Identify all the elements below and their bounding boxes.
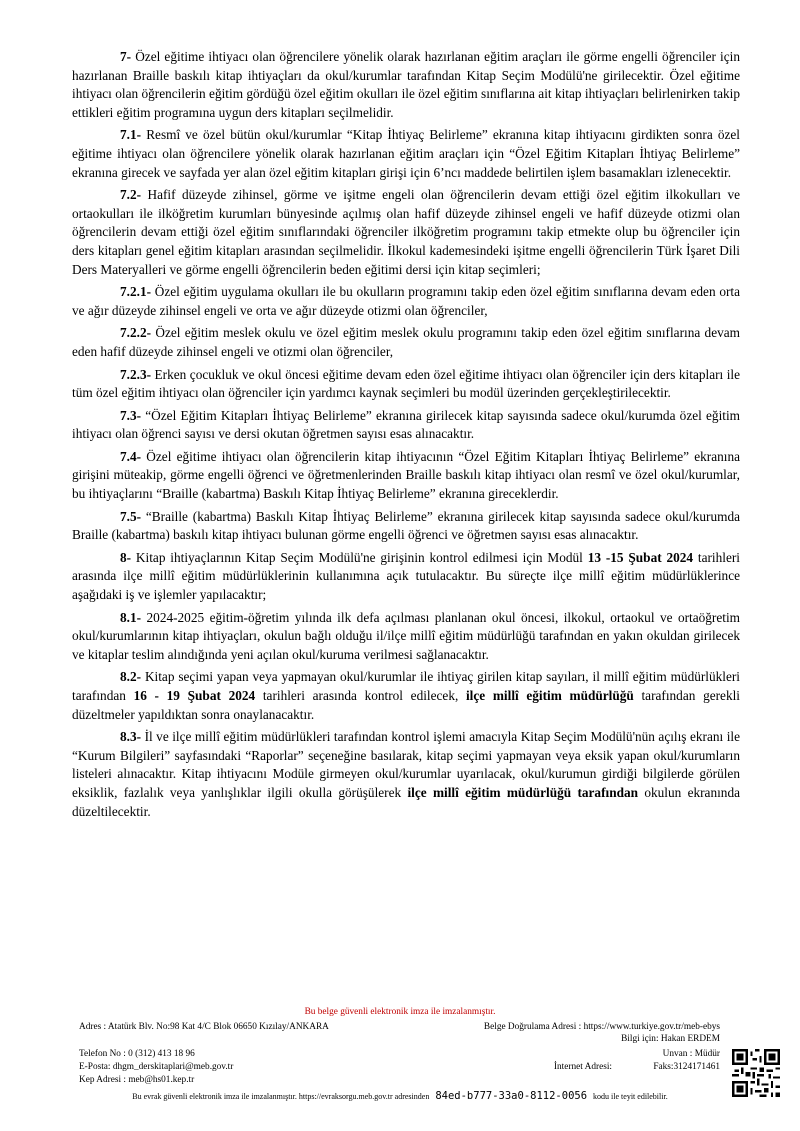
item-number: 7.2.3- [120, 366, 152, 382]
paragraph-8-2 [72, 668, 740, 724]
paragraph-text: tarihleri arasında kontrol edilecek, [255, 688, 466, 703]
item-number: 8.1- [120, 609, 142, 625]
paragraph-text: Özel eğitim meslek okulu ve özel eğitim meslek okulu programını takip eden özel eğitim sınıflarına devam eden hafif düzeyde zihinsel engeli ve otizmi olan öğrenciler, [72, 325, 741, 359]
verification-code: 84ed-b777-33a0-8112-0056 [435, 1090, 588, 1102]
paragraph-7-1 [72, 126, 740, 182]
e-signature-notice: Bu belge güvenli elektronik imza ile imzalanmıştır. [304, 1007, 496, 1017]
paragraph-text: tarihleri arasında ilçe millî eğitim müdürlüklerinin kullanımına açık tutulacaktır. Bu süreçte ilçe millî eğitim müdürlüklerince aşağıdaki iş ve işlemler yapılacaktır; [72, 549, 740, 603]
paragraph-text: İl ve ilçe millî eğitim müdürlükleri tarafından kontrol işlemi amacıyla Kitap Seçim Modülü'nün açılış ekranı ile “Kurum Bilgileri” sayfasındaki “Raporlar” seçeneğine basılarak, kitap seçimi yapmayan veya eksik yapan okul/kurumların listeleri alınacaktır. Kitap ihtiyacını Modüle girmeyen okul/kurumlar uyarılacak, okul/kurumun girdiği bilgilerde görülen eksiklik, fazlalık veya yanlışlıklar ilgili okulla görüşülerek [72, 729, 740, 800]
paragraph-text: 2024-2025 eğitim-öğretim yılında ilk defa açılması planlanan okul öncesi, ilkokul, ortaokul ve ortaöğretim okul/kurumlarının kitap ihtiyaçları, okulun bağlı olduğu il/ilçe millî eğitim müdürlüğü tarafından en yakın okuldan girilecek ve kitaplar teslim alındığında yeni açılan okul/kuruma verilmesi sağlanacaktır. [72, 609, 740, 662]
footer-kep: Kep Adresi : meb@hs01.kep.tr [79, 1075, 195, 1085]
paragraph-text: Özel eğitime ihtiyacı olan öğrencilere yönelik olarak hazırlanan eğitim araçları ile görme engelli öğrenciler için hazırlanan Braille baskılı kitap ihtiyaçları da okul/kurumlar tarafından Kitap Seçim Modülü'ne girilecektir. Özel eğitime ihtiyacı olan öğrencilerin eğitim gördüğü özel eğitim okulları ile özel eğitim sınıflarına ait kitap ihtiyaçları belirlenirken takip ettikleri eğitim programına uygun ders kitapları seçilmelidir. [72, 49, 740, 120]
paragraph-text: “Braille (kabartma) Baskılı Kitap İhtiyaç Belirleme” ekranına girilecek kitap sayısında sadece okul/kurumda Braille (kabartma) baskılı kitap ihtiyacı bulunan görme engelli öğrenci ve öğretmen sayısı esas alınacaktır. [72, 508, 740, 543]
footer-info: Bilgi için: Hakan ERDEM [621, 1034, 720, 1044]
paragraph-7-2-1 [72, 283, 740, 320]
paragraph-7-2-3 [72, 366, 740, 403]
item-number: 7.3- [120, 407, 142, 423]
item-number: 7.4- [120, 448, 142, 464]
paragraph-text: Özel eğitime ihtiyacı olan öğrencilerin kitap ihtiyacının “Özel Eğitim Kitapları İhtiyaç Belirleme” ekranına girişini müteakip, görme engelli öğrenci ve öğretmenlerinden Braille baskılı kitap ihtiyacı olan resmî ve özel okul/kurumlar, bu ihtiyaçlarını “Braille (kabartma) Baskılı Kitap İhtiyaç Belirleme” ekranına gireceklerdir. [72, 448, 740, 502]
paragraph-text: Kitap ihtiyaçlarının Kitap Seçim Modülü'ne girişinin kontrol edilmesi için Modül [135, 549, 588, 565]
paragraph-text: “Özel Eğitim Kitapları İhtiyaç Belirleme” ekranına girilecek kitap sayısında sadece okul/kurumda özel eğitim ihtiyacı olan öğrenci sayısı ve dersi okutan öğretmen sayısı esas alınacaktır. [72, 407, 741, 442]
paragraph-7-2 [72, 186, 740, 279]
date-range: 16 - 19 Şubat 2024 [133, 688, 256, 703]
date-range: 13 -15 Şubat 2024 [587, 549, 694, 565]
footer-phone: Telefon No : 0 (312) 413 18 96 [79, 1049, 195, 1059]
paragraph-7-2-2 [72, 324, 740, 361]
paragraph-text: Kitap seçimi yapan veya yapmayan okul/kurumlar ile ihtiyaç girilen kitap sayıları, il millî eğitim müdürlükleri tarafından [72, 669, 741, 703]
footer-address: Adres : Atatürk Blv. No:98 Kat 4/C Blok 06650 Kızılay/ANKARA [79, 1022, 329, 1032]
footer [0, 1006, 800, 1131]
paragraph-7-4 [72, 448, 740, 504]
paragraph-text: Özel eğitim uygulama okulları ile bu okulların programını takip eden özel eğitim sınıflarına devam eden orta ve ağır düzeyde zihinsel engeli ve orta ve ağır düzeyde otizmi olan öğrenciler, [72, 284, 740, 318]
paragraph-text: Resmî ve özel bütün okul/kurumlar “Kitap İhtiyaç Belirleme” ekranına kitap ihtiyacını girdikten sonra özel eğitime ihtiyacı olan öğrencilere yönelik olarak hazırlanan eğitim araçları için “Özel Eğitim Kitapları İhtiyaç Belirleme” ekranına girecek ve sayfada yer alan özel eğitim kitapları girişi için 6’ncı maddede belirtilen işlem basamakları izlenecektir. [72, 127, 740, 180]
paragraph-text: okulun ekranında düzeltilecektir. [72, 784, 740, 819]
footer-verify-address[interactable]: Belge Doğrulama Adresi : https://www.turkiye.gov.tr/meb-ebys [483, 1022, 720, 1032]
item-number: 8.3- [120, 729, 142, 745]
paragraph-8 [72, 549, 740, 605]
verification-suffix: kodu ile teyit edilebilir. [593, 1092, 668, 1101]
paragraph-7-5 [72, 508, 740, 545]
item-number: 7.2.2- [120, 325, 152, 341]
paragraph-7-3 [72, 407, 740, 444]
item-number: 7.2.1- [120, 284, 152, 300]
emphasis: ilçe millî eğitim müdürlüğü tarafından [407, 784, 639, 800]
footer-web: İnternet Adresi: [553, 1062, 612, 1072]
item-number: 7.1- [120, 127, 142, 143]
verification-text: Bu evrak güvenli elektronik imza ile imzalanmıştır. https://evraksorgu.meb.gov.tr adresinden [132, 1092, 430, 1101]
verification-line [0, 1090, 800, 1102]
document-body [72, 48, 740, 825]
item-number: 7.5- [120, 508, 142, 524]
emphasis: ilçe millî eğitim müdürlüğü [465, 688, 634, 703]
footer-fax: Faks:3124171461 [653, 1062, 720, 1072]
item-number: 7- [120, 49, 132, 64]
paragraph-text: Erken çocukluk ve okul öncesi eğitime devam eden özel eğitime ihtiyacı olan öğrenciler için ders kitapları ile tüm özel eğitim ihtiyacı olan öğrenciler için yardımcı kaynak seçimleri bu modül üzerinden gerçekleştirilecektir. [72, 366, 741, 401]
item-number: 8- [120, 549, 132, 565]
footer-title: Unvan : Müdür [662, 1049, 720, 1059]
paragraph-7 [72, 48, 740, 122]
item-number: 8.2- [120, 669, 142, 685]
paragraph-text: Hafif düzeyde zihinsel, görme ve işitme engeli olan öğrencilerin devam ettiği özel eğitim ilkokulları ve ortaokulları ile ilköğretim kurumları bünyesinde açılmış olan hafif düzeyde zihinsel engeli ve hafif düzeyde otizmi olan öğrencilerin devam ettiği özel eğitim sınıflarındaki öğrenciler ilköğretim programını takip etmekte olup bu öğrenciler için ders kitapları genel eğitim kitapları arasından seçilmelidir. İlkokul kademesindeki işitme engelli öğrencilerin Türk İşaret Dili Ders Materyalleri ve görme engelli öğrencilerin beden eğitimi dersi için kitap seçimleri; [72, 187, 740, 277]
paragraph-8-1 [72, 609, 740, 665]
paragraph-text: tarafından gerekli düzeltmeler yapıldıktan sonra onaylanacaktır. [72, 688, 740, 722]
item-number: 7.2- [120, 187, 142, 203]
paragraph-8-3 [72, 728, 740, 821]
footer-email[interactable]: E-Posta: dhgm_derskitaplari@meb.gov.tr [79, 1062, 234, 1072]
